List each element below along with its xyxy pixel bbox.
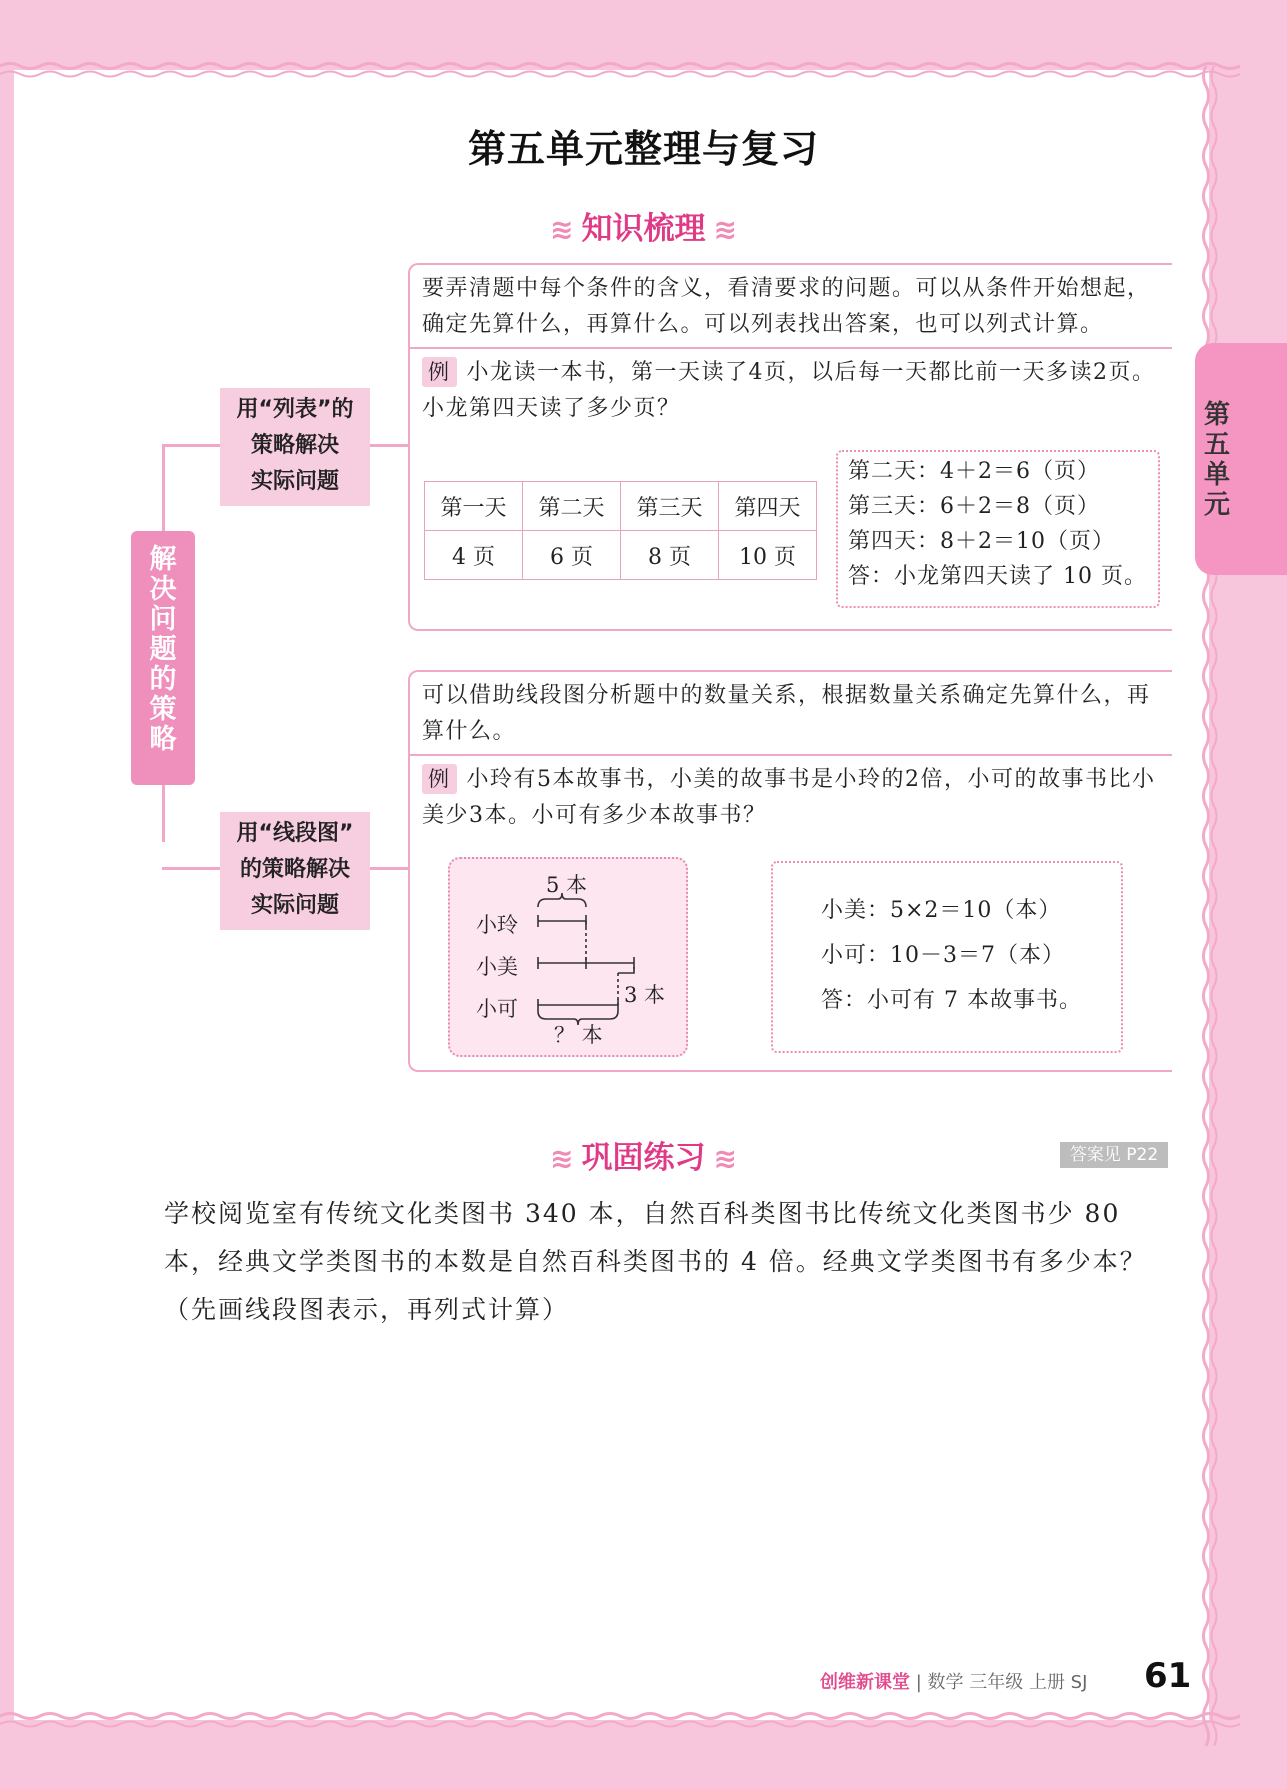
branch-label-line: 策略解决 <box>250 433 339 458</box>
mindmap-root-label: 解决问题的策略 <box>149 544 177 755</box>
line-strategy-example <box>422 762 1162 834</box>
mindmap-root <box>131 531 195 785</box>
unit-side-tab-label: 第五单元 <box>1203 400 1230 520</box>
table-strategy-example <box>422 355 1162 427</box>
calc-line: 答：小龙第四天读了 10 页。 <box>848 564 1147 589</box>
brace-unknown <box>538 1011 618 1025</box>
table-cell: 10 页 <box>719 531 817 580</box>
diagram-unknown-label: ？ 本 <box>554 1023 603 1047</box>
mindmap-connector <box>370 444 408 447</box>
knowledge-heading <box>0 203 1287 248</box>
diagram-row-label: 小玲 <box>476 913 518 937</box>
table-strategy-calculation <box>836 450 1160 608</box>
calc-line: 第三天：6＋2＝8（页） <box>848 494 1100 519</box>
page-number: 61 <box>1144 1656 1192 1696</box>
diagram-lines <box>450 859 686 1055</box>
calc-line: 答：小可有 7 本故事书。 <box>821 988 1082 1013</box>
mindmap-connector <box>162 867 220 870</box>
days-table <box>424 481 817 580</box>
wave-deco-icon: ≋ <box>713 1142 737 1175</box>
table-header-cell: 第一天 <box>425 482 523 531</box>
table-strategy-summary: 要弄清题中每个条件的含义，看清要求的问题。可以从条件开始想起，确定先算什么，再算什么。可以列表找出答案，也可以列式计算。 <box>422 276 1151 337</box>
practice-question: 学校阅览室有传统文化类图书 340 本，自然百科类图书比传统文化类图书少 80 本，经典文学类图书的本数是自然百科类图书的 4 倍。经典文学类图书有多少本？（先画线段图表示，再列式计算） <box>164 1199 1147 1324</box>
mindmap-connector <box>162 444 220 447</box>
branch-label-line: 用“线段图” <box>236 821 354 846</box>
panel-divider <box>410 754 1172 756</box>
example-text: 小玲有5本故事书，小美的故事书是小玲的2倍，小可的故事书比小美少3本。小可有多少本故事书？ <box>422 767 1156 828</box>
page-footer <box>820 1656 1220 1708</box>
answer-reference-badge: 答案见 P22 <box>1060 1142 1168 1168</box>
diagram-top-label: 5 本 <box>546 873 588 897</box>
page-title: 第五单元整理与复习 <box>467 127 819 171</box>
wave-deco-icon: ≋ <box>550 1142 574 1175</box>
line-strategy-summary: 可以借助线段图分析题中的数量关系，根据数量关系确定先算什么，再算什么。 <box>422 683 1151 744</box>
table-header-cell: 第三天 <box>621 482 719 531</box>
table-row <box>425 482 817 531</box>
calc-line: 第二天：4＋2＝6（页） <box>848 459 1100 484</box>
table-cell: 4 页 <box>425 531 523 580</box>
calc-line: 第四天：8＋2＝10（页） <box>848 529 1115 554</box>
diagram-row-label: 小可 <box>476 997 518 1021</box>
wave-deco-icon: ≋ <box>713 213 737 246</box>
table-header-cell: 第四天 <box>719 482 817 531</box>
branch-label-line: 用“列表”的 <box>236 397 354 422</box>
branch-label-line: 实际问题 <box>250 469 339 494</box>
footer-brand: 创维新课堂 <box>820 1672 910 1693</box>
mindmap-connector <box>370 867 408 870</box>
branch-label-line: 的策略解决 <box>239 857 350 882</box>
table-cell: 8 页 <box>621 531 719 580</box>
diagram-diff-label: 3 本 <box>624 983 666 1007</box>
example-tag: 例 <box>422 764 457 794</box>
panel-divider <box>410 347 1172 349</box>
line-strategy-calculation <box>771 861 1123 1053</box>
brace-3-books <box>618 967 634 973</box>
mindmap-branch-line-strategy <box>220 812 370 930</box>
brace-5-books <box>538 893 586 907</box>
example-tag: 例 <box>422 357 457 387</box>
knowledge-heading-label: 知识梳理 <box>581 211 706 247</box>
example-text: 小龙读一本书，第一天读了4页，以后每一天都比前一天多读2页。小龙第四天读了多少页？ <box>422 360 1156 421</box>
calc-line: 小美：5×2＝10（本） <box>821 898 1062 923</box>
wave-deco-icon: ≋ <box>550 213 574 246</box>
diagram-row-label: 小美 <box>476 955 518 979</box>
line-segment-diagram <box>448 857 688 1057</box>
footer-book-info: | 数学 三年级 上册 SJ <box>915 1672 1088 1693</box>
mindmap-branch-table-strategy <box>220 388 370 506</box>
table-cell: 6 页 <box>523 531 621 580</box>
table-header-cell: 第二天 <box>523 482 621 531</box>
calc-line: 小可：10－3＝7（本） <box>821 943 1065 968</box>
table-row <box>425 531 817 580</box>
practice-heading-label: 巩固练习 <box>581 1140 706 1176</box>
branch-label-line: 实际问题 <box>250 893 339 918</box>
